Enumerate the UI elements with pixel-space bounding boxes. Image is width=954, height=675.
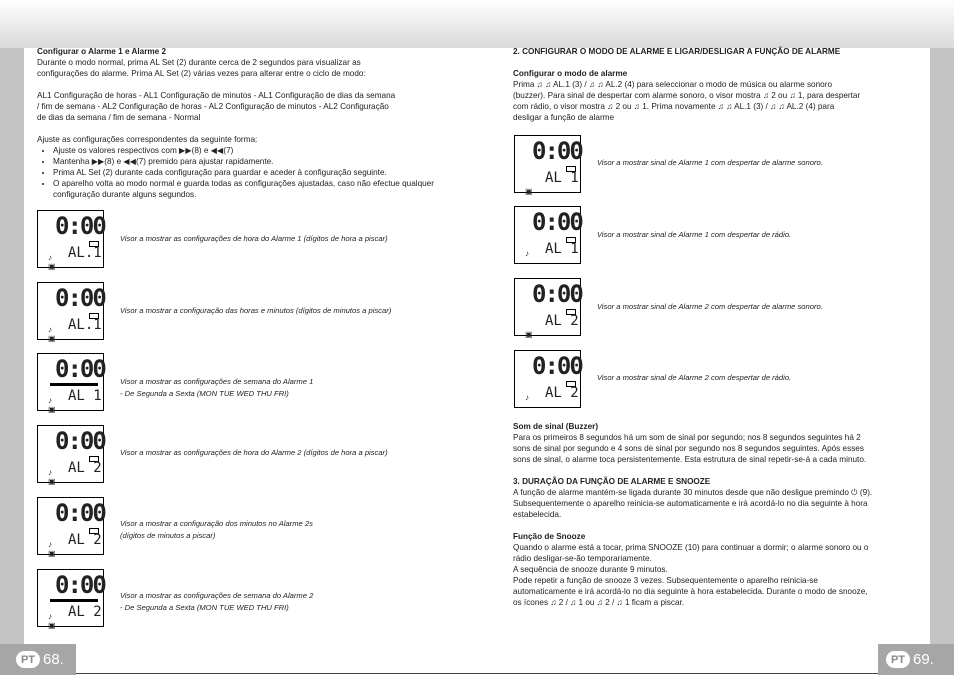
- text-line: os ícones ♫ 2 / ♫ 1 ou ♫ 2 / ♫ 1 ficam a piscar.: [513, 598, 685, 607]
- display-caption: [120, 447, 410, 459]
- lcd-display: [37, 497, 105, 558]
- page-number: 68.: [43, 651, 64, 668]
- alarm-icon: ♪ ▣: [48, 540, 56, 558]
- caption-line: Visor a mostrar sinal de Alarme 2 com despertar de rádio.: [597, 373, 792, 382]
- left-sidebar: [0, 48, 24, 644]
- lcd-display: [37, 353, 105, 414]
- lcd-alarm-label: AL 1: [545, 170, 579, 186]
- text-line: com rádio, o visor mostra ♫ 2 ou ♫ 1. Prima novamente ♫ ♫ AL.1 (3) / ♫ ♫ AL.2 (4) para: [513, 102, 835, 111]
- left-footer: [0, 644, 76, 675]
- caption-line: Visor a mostrar a configuração dos minutos no Alarme 2s: [120, 519, 313, 528]
- radio-icon: ♪: [525, 393, 529, 402]
- lcd-alarm-label: AL 2: [68, 460, 102, 476]
- alarm-icon: ♪ ▣: [48, 325, 56, 343]
- caption-line: - De Segunda a Sexta (MON TUE WED THU FRI): [120, 603, 289, 612]
- text-line: rádio desligar-se-ão temporariamente.: [513, 554, 652, 563]
- text-line: Para os primeiros 8 segundos há um som de sinal por segundo; nos 8 segundos seguintes há 2: [513, 433, 861, 442]
- page-number: 69.: [913, 651, 934, 668]
- lcd-time: 0:00: [55, 284, 105, 312]
- lcd-time: 0:00: [532, 352, 582, 380]
- alarm-icon: ♪ ▣: [48, 612, 56, 630]
- caption-line: Visor a mostrar a configuração das horas e minutos (dígitos de minutos a piscar): [120, 306, 392, 315]
- language-badge: PT: [886, 651, 910, 668]
- weekday-indicator: [50, 599, 98, 602]
- subheading: Configurar o modo de alarme: [513, 69, 628, 78]
- right-footer: [878, 644, 954, 675]
- footer-rule: [76, 673, 878, 674]
- lcd-time: 0:00: [55, 499, 105, 527]
- caption-line: - De Segunda a Sexta (MON TUE WED THU FRI): [120, 389, 289, 398]
- list-item: • Prima AL Set (2) durante cada configuração para guardar e aceder à configuração seguinte.: [53, 167, 447, 178]
- text-line: de dias da semana / fim de semana - Normal: [37, 113, 201, 122]
- lcd-display: [37, 282, 105, 343]
- lcd-display: [514, 278, 582, 339]
- text-line: Durante o modo normal, prima AL Set (2) durante cerca de 2 segundos para visualizar as: [37, 58, 361, 67]
- text-line: configurações do alarme. Prima AL Set (2) várias vezes para alterar entre o ciclo de modo:: [37, 69, 366, 78]
- alarm-icon: ♪ ▣: [48, 468, 56, 486]
- lcd-time: 0:00: [55, 571, 105, 599]
- caption-line: Visor a mostrar as configurações de hora do Alarme 1 (dígitos de hora a piscar): [120, 234, 388, 243]
- section-heading: 3. DURAÇÃO DA FUNÇÃO DE ALARME E SNOOZE: [513, 477, 711, 486]
- section-heading: Configurar o Alarme 1 e Alarme 2: [37, 47, 167, 56]
- display-caption: [120, 233, 410, 245]
- lcd-display: [514, 206, 581, 264]
- display-caption: [120, 590, 410, 614]
- lcd-alarm-label: AL.1: [68, 245, 102, 261]
- alarm-icon: ▣: [525, 330, 533, 339]
- display-caption: [597, 229, 887, 241]
- right-sidebar: [930, 48, 954, 644]
- text-line: Ajuste as configurações correspondentes da seguinte forma:: [37, 135, 258, 144]
- section-heading: 2. CONFIGURAR O MODO DE ALARME E LIGAR/DESLIGAR A FUNÇÃO DE ALARME: [513, 47, 841, 56]
- subheading: Função de Snooze: [513, 532, 586, 541]
- lcd-time: 0:00: [532, 137, 582, 165]
- language-badge: PT: [16, 651, 40, 668]
- lcd-alarm-label: AL 1: [68, 388, 102, 404]
- lcd-time: 0:00: [55, 212, 105, 240]
- lcd-alarm-label: AL 2: [545, 313, 579, 329]
- text-line: estabelecida.: [513, 510, 562, 519]
- alarm-icon: ♪ ▣: [48, 396, 56, 414]
- lcd-display: [37, 425, 105, 486]
- text-line: A sequência de snooze durante 9 minutos.: [513, 565, 668, 574]
- text-line: desligar a função de alarme: [513, 113, 615, 122]
- caption-line: Visor a mostrar as configurações de semana do Alarme 2: [120, 591, 314, 600]
- lcd-alarm-label: AL 1: [545, 241, 579, 257]
- list-item: • O aparelho volta ao modo normal e guarda todas as configurações ajustadas, caso não efectue qualquer configuração durante alguns segundos.: [53, 178, 447, 200]
- caption-line: Visor a mostrar as configurações de semana do Alarme 1: [120, 377, 314, 386]
- right-column-lower: [513, 421, 913, 608]
- alarm-icon: ▣: [525, 187, 533, 196]
- display-caption: [597, 372, 887, 384]
- alarm-icon: ♪ ▣: [48, 253, 56, 271]
- text-line: Prima ♫ ♫ AL.1 (3) / ♫ ♫ AL.2 (4) para seleccionar o modo de música ou alarme sonoro: [513, 80, 832, 89]
- lcd-display: [37, 569, 105, 630]
- lcd-alarm-label: AL 2: [68, 604, 102, 620]
- display-caption: [120, 376, 410, 400]
- display-caption: [120, 518, 410, 542]
- text-line: Subsequentemente o aparelho reinicia-se automaticamente e irá acordá-lo no dia seguinte à hora: [513, 499, 868, 508]
- lcd-time: 0:00: [55, 427, 105, 455]
- list-item: • Mantenha ▶▶(8) e ◀◀(7) premido para ajustar rapidamente.: [53, 156, 447, 167]
- lcd-time: 0:00: [532, 208, 582, 236]
- caption-line: Visor a mostrar sinal de Alarme 2 com despertar de alarme sonoro.: [597, 302, 823, 311]
- text-line: Quando o alarme está a tocar, prima SNOOZE (10) para continuar a dormir; o alarme sonoro ou o: [513, 543, 869, 552]
- display-caption: [597, 301, 887, 313]
- text-line: (buzzer). Para sinal de despertar com alarme sonoro, o visor mostra ♫ 2 ou ♫ 1, para despertar: [513, 91, 861, 100]
- lcd-time: 0:00: [55, 355, 105, 383]
- lcd-alarm-label: AL.1: [68, 317, 102, 333]
- display-caption: [120, 305, 410, 317]
- text-line: Pode repetir a função de snooze 3 vezes. Subsequentemente o aparelho reinicia-se: [513, 576, 818, 585]
- lcd-display: [514, 350, 581, 408]
- caption-line: Visor a mostrar as configurações de hora do Alarme 2 (dígitos de hora a piscar): [120, 448, 388, 457]
- text-line: / fim de semana - AL2 Configuração de horas - AL2 Configuração de minutos - AL2 Configuração: [37, 102, 389, 111]
- lcd-time: 0:00: [532, 280, 582, 308]
- text-line: A função de alarme mantém-se ligada durante 30 minutos desde que não desligue premindo ⏻ (9).: [513, 488, 873, 497]
- display-caption: [597, 157, 887, 169]
- radio-icon: ♪: [525, 249, 529, 258]
- subheading: Som de sinal (Buzzer): [513, 422, 599, 431]
- right-column: [513, 46, 913, 123]
- list-item: • Ajuste os valores respectivos com ▶▶(8) e ◀◀(7): [53, 145, 447, 156]
- caption-line: Visor a mostrar sinal de Alarme 1 com despertar de rádio.: [597, 230, 792, 239]
- text-line: automaticamente e irá acordá-lo no dia seguinte à hora estabelecida. Durante o modo de snooze,: [513, 587, 868, 596]
- lcd-display: [37, 210, 105, 271]
- lcd-display: [514, 135, 582, 196]
- caption-line: (dígitos de minutos a piscar): [120, 531, 216, 540]
- weekday-indicator: [50, 383, 98, 386]
- caption-line: Visor a mostrar sinal de Alarme 1 com despertar de alarme sonoro.: [597, 158, 823, 167]
- lcd-alarm-label: AL 2: [68, 532, 102, 548]
- text-line: sons de sinal, o alarme toca persistentemente. Esta estrutura de sinal repetir-se-á a cada minuto.: [513, 455, 867, 464]
- lcd-alarm-label: AL 2: [545, 385, 579, 401]
- bullet-list: [37, 145, 447, 200]
- text-line: AL1 Configuração de horas - AL1 Configuração de minutos - AL1 Configuração de dias da semana: [37, 91, 396, 100]
- left-column: [37, 46, 447, 200]
- header-band: [0, 0, 954, 48]
- text-line: sons de sinal por segundo e 4 sons de sinal por segundo nos 8 segundos seguintes. Após esses: [513, 444, 864, 453]
